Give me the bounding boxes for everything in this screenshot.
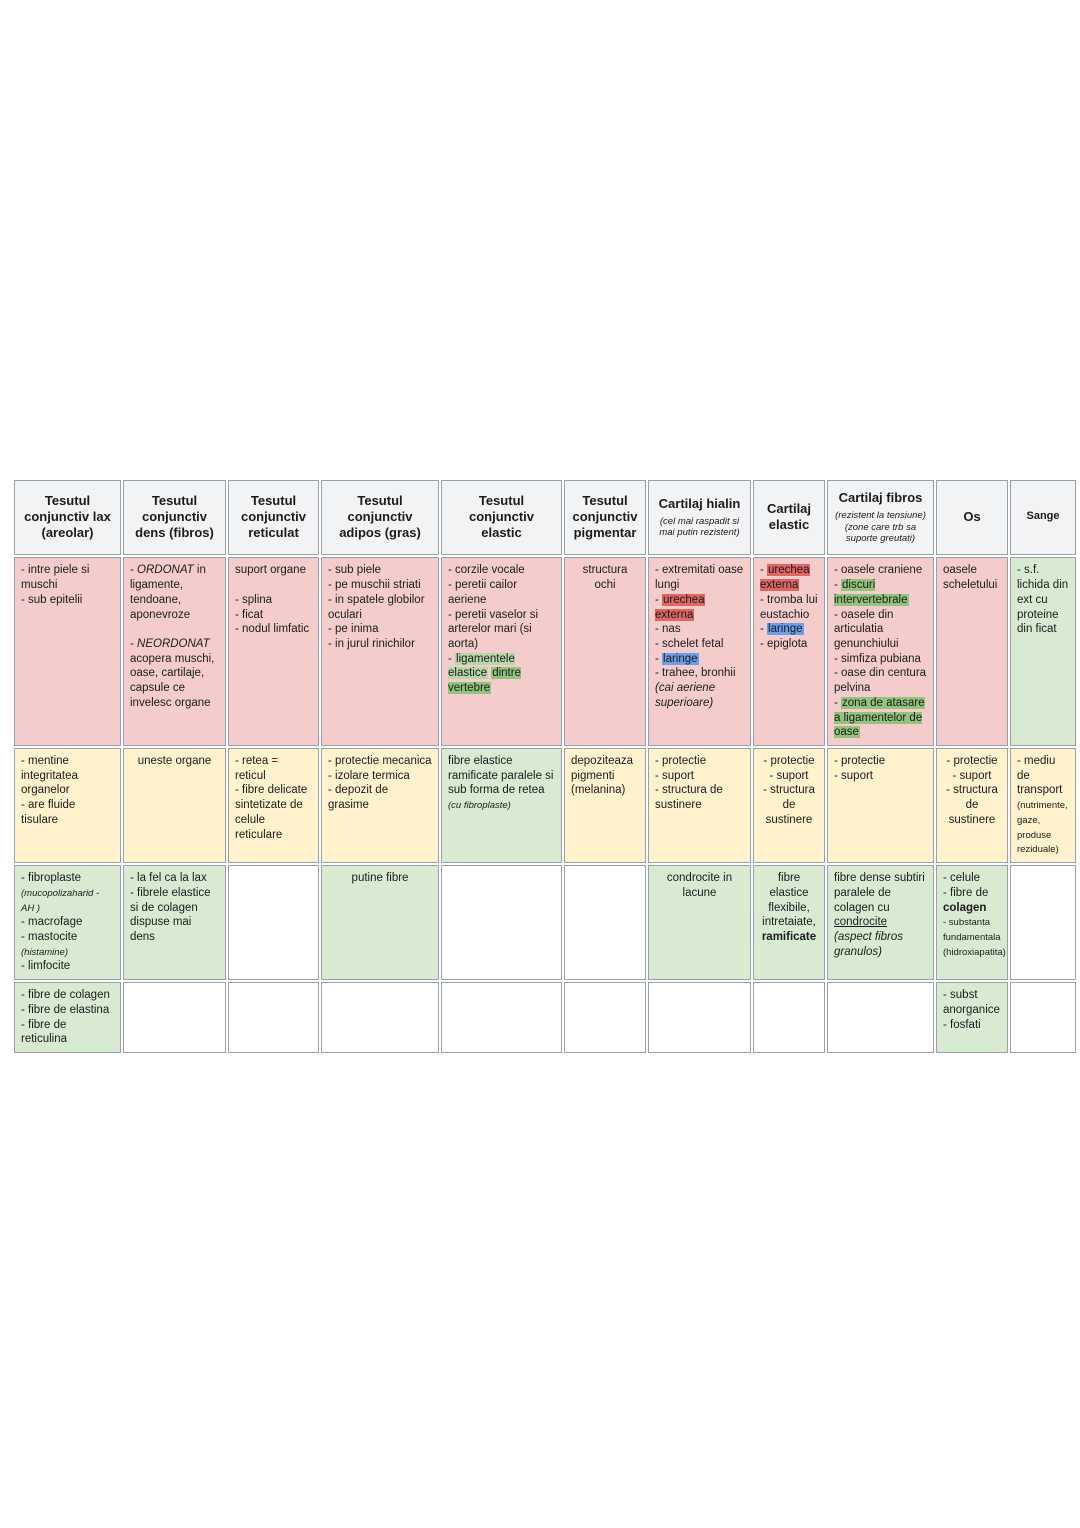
table-row-extra: [14, 982, 1076, 1053]
cell-extra-lax: - fibre de colagen - fibre de elastina - fibre de reticulina: [14, 982, 121, 1053]
header-cell-cartilaj-fibros: [827, 480, 934, 555]
header-title: Cartilaj fibros: [838, 490, 923, 505]
cell-componente-reticulat-empty: [228, 865, 319, 980]
cell-rol-elastic: fibre elastice ramificate paralele si sub forma de retea (cu fibroplaste): [441, 748, 562, 863]
cell-rol-dens: uneste organe: [123, 748, 226, 863]
header-title: Tesutul conjunctiv adipos (gras): [339, 492, 421, 541]
header-cell-cartilaj-hialin: [648, 480, 751, 555]
header-title: Tesutul conjunctiv dens (fibros): [135, 492, 214, 541]
cell-componente-dens: - la fel ca la lax - fibrele elastice si de colagen dispuse mai dens: [123, 865, 226, 980]
cell-localizare-dens: - ORDONAT in ligamente, tendoane, aponevroze - NEORDONAT acopera muschi, oase, cartilaje, capsule ce invelesc organe: [123, 557, 226, 746]
table-row-componente: [14, 865, 1076, 980]
header-cell-reticulat: [228, 480, 319, 555]
cell-localizare-lax: - intre piele si muschi - sub epitelii: [14, 557, 121, 746]
cell-extra-os: - subst anorganice - fosfati: [936, 982, 1008, 1053]
cell-rol-reticulat: - retea = reticul - fibre delicate sintetizate de celule reticulare: [228, 748, 319, 863]
header-cell-pigmentar: [564, 480, 646, 555]
cell-componente-os: - celule - fibre de colagen - substanta fundamentala (hidroxiapatita): [936, 865, 1008, 980]
cell-extra-sange-empty: [1010, 982, 1076, 1053]
cell-rol-cartilaj-hialin: - protectie - suport - structura de sustinere: [648, 748, 751, 863]
header-title: Os: [963, 509, 981, 525]
table-row-localizare: [14, 557, 1076, 746]
cell-extra-cartilaj-elastic-empty: [753, 982, 825, 1053]
cell-componente-cartilaj-elastic: fibre elastice flexibile, intretaiate, ramificate: [753, 865, 825, 980]
cell-localizare-pigmentar: structura ochi: [564, 557, 646, 746]
cell-localizare-cartilaj-elastic: - urechea externa - tromba lui eustachio - laringe - epiglota: [753, 557, 825, 746]
cell-rol-os: - protectie - suport - structura de sustinere: [936, 748, 1008, 863]
cell-extra-dens-empty: [123, 982, 226, 1053]
cell-rol-cartilaj-fibros: - protectie - suport: [827, 748, 934, 863]
cell-extra-elastic-empty: [441, 982, 562, 1053]
cell-extra-cartilaj-fibros-empty: [827, 982, 934, 1053]
cell-extra-pigmentar-empty: [564, 982, 646, 1053]
header-title: Cartilaj hialin: [658, 495, 741, 511]
cell-rol-sange: - mediu de transport (nutrimente, gaze, produse reziduale): [1010, 748, 1076, 863]
header-cell-elastic: [441, 480, 562, 555]
cell-componente-adipos: putine fibre: [321, 865, 439, 980]
cell-rol-pigmentar: depoziteaza pigmenti (melanina): [564, 748, 646, 863]
cell-localizare-cartilaj-hialin: - extremitati oase lungi - urechea externa - nas - schelet fetal - laringe - trahee, bronhii (cai aeriene superioare): [648, 557, 751, 746]
table-row-rol: [14, 748, 1076, 863]
header-title: Sange: [1026, 510, 1060, 523]
cell-extra-cartilaj-hialin-empty: [648, 982, 751, 1053]
cell-localizare-reticulat: suport organe - splina - ficat - nodul limfatic: [228, 557, 319, 746]
cell-componente-pigmentar-empty: [564, 865, 646, 980]
cell-rol-adipos: - protectie mecanica - izolare termica - depozit de grasime: [321, 748, 439, 863]
cell-componente-elastic-empty: [441, 865, 562, 980]
header-title: Tesutul conjunctiv lax (areolar): [24, 492, 111, 541]
cell-localizare-elastic: - corzile vocale - peretii cailor aeriene - peretii vaselor si arterelor mari (si aorta) - ligamentele elastice dintre vertebre: [441, 557, 562, 746]
cell-componente-lax: - fibroplaste (mucopolizaharid - AH ) - macrofage - mastocite (histamine) - limfocite: [14, 865, 121, 980]
header-title: Cartilaj elastic: [766, 500, 812, 533]
tissue-comparison-table: [12, 478, 1078, 1055]
header-cell-sange: [1010, 480, 1076, 555]
cell-localizare-sange: - s.f. lichida din ext cu proteine din ficat: [1010, 557, 1076, 746]
header-subtitle: (cel mai raspadit si mai putin rezistent): [659, 515, 740, 539]
header-subtitle: (rezistent la tensiune) (zone care trb sa suporte greutati): [835, 510, 926, 545]
cell-componente-cartilaj-fibros: fibre dense subtiri paralele de colagen cu condrocite (aspect fibros granulos): [827, 865, 934, 980]
cell-componente-cartilaj-hialin: condrocite in lacune: [648, 865, 751, 980]
cell-localizare-adipos: - sub piele - pe muschii striati - in spatele globilor oculari - pe inima - in jurul rinichilor: [321, 557, 439, 746]
cell-localizare-cartilaj-fibros: - oasele craniene - discuri intervertebrale - oasele din articulatia genunchiului - simfiza pubiana - oase din centura pelvina - zona de atasare a ligamentelor de oase: [827, 557, 934, 746]
cell-rol-lax: - mentine integritatea organelor - are fluide tisulare: [14, 748, 121, 863]
cell-componente-sange-empty: [1010, 865, 1076, 980]
table-sheet: [12, 478, 1076, 1055]
header-cell-cartilaj-elastic: [753, 480, 825, 555]
header-title: Tesutul conjunctiv elastic: [468, 492, 534, 541]
table-header-row: [14, 480, 1076, 555]
cell-localizare-os: oasele scheletului: [936, 557, 1008, 746]
cell-extra-reticulat-empty: [228, 982, 319, 1053]
header-title: Tesutul conjunctiv pigmentar: [572, 492, 638, 541]
cell-rol-cartilaj-elastic: - protectie - suport - structura de sustinere: [753, 748, 825, 863]
header-cell-os: [936, 480, 1008, 555]
header-cell-dens: [123, 480, 226, 555]
header-cell-adipos: [321, 480, 439, 555]
cell-extra-adipos-empty: [321, 982, 439, 1053]
header-cell-lax: [14, 480, 121, 555]
header-title: Tesutul conjunctiv reticulat: [240, 492, 306, 541]
